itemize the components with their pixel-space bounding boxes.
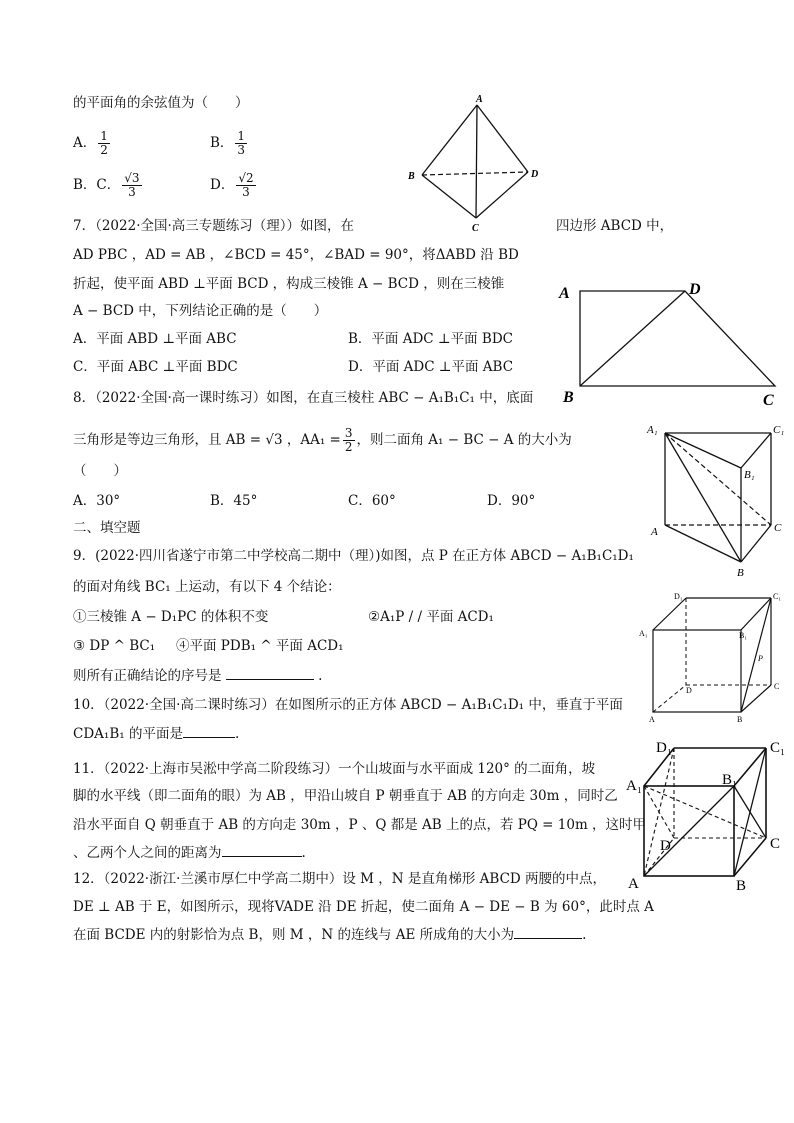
q9-line2: 的面对角线 BC₁ 上运动，有以下 4 个结论：: [73, 579, 341, 595]
q10-answer-blank[interactable]: [183, 725, 235, 738]
q6-option-c[interactable]: B．C． $\frac{√3}{3}$: [73, 171, 140, 199]
q7-option-c[interactable]: C．平面 ABC ⊥平面 BDC: [73, 359, 238, 375]
q10-fig-label-b: B: [736, 878, 747, 894]
q9-fig-label-a1: A₁: [639, 629, 648, 638]
q10-fig-label-a1: A₁: [626, 778, 643, 794]
q6-stem-end: 的平面角的余弦值为（ ）: [73, 95, 249, 111]
q6-fig-label-a: A: [476, 94, 483, 105]
q9-statement-3: ③ DP ^ BC₁: [73, 638, 156, 654]
q10-fig-label-a: A: [628, 876, 639, 892]
q8-fig-label-b: B: [737, 567, 744, 579]
q6-option-d-fraction: $\frac{√2}{3}$: [238, 171, 254, 199]
q6-option-a-fraction: $\frac{1}{2}$: [100, 129, 108, 157]
q8-option-a[interactable]: A．30°: [73, 493, 121, 509]
q7-fig-label-d: D: [689, 281, 701, 298]
q11-line3: 沿水平面自 Q 朝垂直于 AB 的方向走 30m ，P 、Q 都是 AB 上的点，若 PQ = 10m ，这时甲: [73, 817, 647, 833]
q8-line2: 三角形是等边三角形，且 AB = √3 ，AA₁ = $\frac{3}{2}$ ，则二面角 A₁ − BC − A 的大小为: [73, 426, 572, 454]
q9-fig-label-c1: C₁: [773, 592, 782, 601]
q8-line1: 8．（2022·全国·高一课时练习）如图，在直三棱柱 ABC − A₁B₁C₁ 中，底面: [73, 390, 534, 406]
q12-line1: 12．（2022·浙江·兰溪市厚仁中学高二期中）设 M ，N 是直角梯形 ABCD 两腰的中点，: [73, 871, 607, 887]
q9-fig-label-c: C: [774, 682, 780, 691]
q9-statement-4: ④平面 PDB₁ ^ 平面 ACD₁: [176, 638, 344, 654]
q9-fig-label-p: P: [758, 654, 763, 663]
q10-line2: CDA₁B₁ 的平面是 .: [73, 726, 240, 742]
q6-fig-label-d: D: [531, 169, 539, 180]
q10-fig-label-d: D: [660, 838, 671, 854]
q9-line4: 则所有正确结论的序号是 .: [73, 668, 323, 684]
q7-line3: 折起，使平面 ABD ⊥平面 BCD ，构成三棱锥 A − BCD ，则在三棱锥: [73, 276, 505, 292]
q7-line4: A − BCD 中，下列结论正确的是（ ）: [73, 303, 328, 319]
q11-line4: 、乙两个人之间的距离为 .: [73, 845, 306, 861]
q9-fig-label-b1: B₁: [739, 631, 748, 640]
q6-option-a[interactable]: A． $\frac{1}{2}$: [73, 129, 108, 157]
q8-fig-label-a: A: [651, 526, 658, 538]
q7-line1a: 7．（2022·全国·高三专题练习（理））如图，在: [73, 218, 355, 234]
q6-option-b-fraction: $\frac{1}{3}$: [237, 129, 246, 157]
q7-option-b[interactable]: B．平面 ADC ⊥平面 BDC: [348, 331, 513, 347]
q8-aa1-fraction: $\frac{3}{2}$: [344, 426, 353, 454]
q12-answer-blank[interactable]: [514, 926, 582, 939]
q7-fig-label-c: C: [763, 392, 774, 409]
q9-statement-2: ②A₁P / / 平面 ACD₁: [368, 609, 494, 625]
q9-line1: 9．(2022·四川省遂宁市第二中学校高二期中（理）)如图，点 P 在正方体 ABCD − A₁B₁C₁D₁: [73, 548, 634, 564]
q8-fig-label-c: C: [774, 522, 782, 534]
q8-line3: （ ）: [73, 463, 127, 479]
q7-line1b: 四边形 ABCD 中，: [556, 218, 674, 234]
q9-statement-1: ①三棱锥 A − D₁PC 的体积不变: [73, 609, 269, 625]
q7-line2: AD PBC ，AD = AB ，∠BCD = 45°，∠BAD = 90°，将ΔABD 沿 BD: [73, 247, 519, 263]
q9-fig-label-a: A: [649, 715, 655, 724]
q9-fig-label-d: D: [686, 686, 692, 695]
q8-option-d[interactable]: D．90°: [487, 493, 536, 509]
q8-fig-label-c1: C₁: [773, 424, 785, 436]
q6-option-d[interactable]: D． $\frac{√2}{3}$: [210, 171, 254, 199]
q10-fig-label-c: C: [770, 836, 781, 852]
q10-fig-label-c1: C₁: [770, 740, 786, 756]
q6-fig-label-c: C: [472, 223, 479, 234]
q9-fig-label-d1: D₁: [674, 592, 683, 601]
q11-line1: 11．（2022·上海市吴淞中学高二阶段练习）一个山坡面与水平面成 120° 的二面角，坡: [73, 761, 596, 777]
q9-answer-blank[interactable]: [226, 667, 314, 680]
q6-tetrahedron-figure: [400, 90, 550, 235]
q10-fig-label-d1: D₁: [656, 740, 673, 756]
q10-fig-label-b1: B₁: [722, 772, 738, 788]
q8-fig-label-b1: B₁: [744, 469, 755, 481]
q10-cube-figure: [626, 736, 791, 896]
q7-fig-label-a: A: [559, 285, 570, 302]
q11-line2: 脚的水平线（即二面角的眼）为 AB ，甲沿山坡自 P 朝垂直于 AB 的方向走 30m ，同时乙: [73, 788, 618, 804]
q6-fig-label-b: B: [408, 171, 415, 182]
q8-option-b[interactable]: B．45°: [210, 493, 258, 509]
q7-fig-label-b: B: [563, 389, 574, 406]
q6-option-b[interactable]: B． $\frac{1}{3}$: [210, 129, 246, 157]
q7-quadrilateral-figure: [555, 278, 785, 410]
q8-option-c[interactable]: C．60°: [348, 493, 396, 509]
q8-prism-figure: [645, 420, 793, 580]
q9-fig-label-b: B: [737, 715, 743, 724]
q7-option-d[interactable]: D．平面 ADC ⊥平面 ABC: [348, 359, 514, 375]
section-fill-in-heading: 二、填空题: [73, 520, 141, 536]
q6-option-c-fraction: $\frac{√3}{3}$: [124, 171, 140, 199]
q11-answer-blank[interactable]: [222, 844, 302, 857]
q7-option-a[interactable]: A．平面 ABD ⊥平面 ABC: [73, 331, 237, 347]
q10-line1: 10．（2022·全国·高二课时练习）在如图所示的正方体 ABCD − A₁B₁C₁D₁ 中，垂直于平面: [73, 697, 623, 713]
q8-fig-label-a1: A₁: [647, 424, 658, 436]
q12-line3: 在面 BCDE 内的射影恰为点 B，则 M ，N 的连线与 AE 所成角的大小为 .: [73, 927, 587, 943]
q12-line2: DE ⊥ AB 于 E，如图所示，现将VADE 沿 DE 折起，使二面角 A − DE − B 为 60°，此时点 A: [73, 899, 654, 915]
q9-cube-figure: [636, 590, 786, 725]
